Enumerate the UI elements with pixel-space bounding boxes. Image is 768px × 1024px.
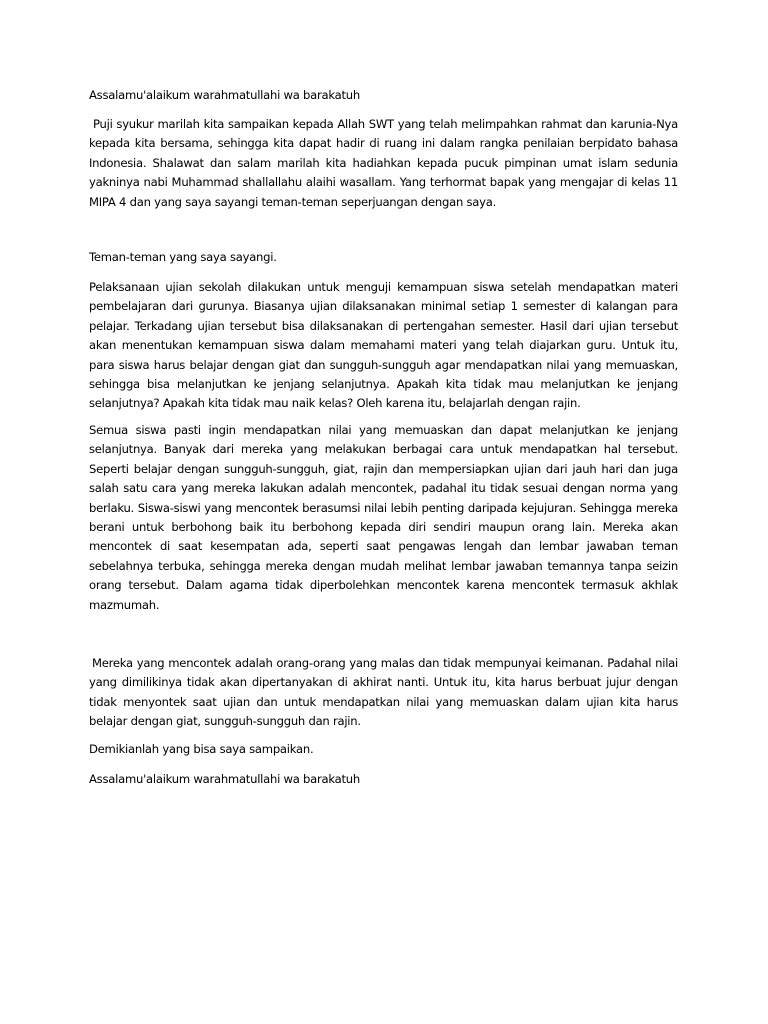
paragraph-honesty: Mereka yang mencontek adalah orang-orang yang malas dan tidak mempunyai keimanan. Padahal nilai yang dimilikinya tidak akan dipertanyakan di akhirat nanti. Untuk itu, kita harus berbuat jujur dengan tidak menyontek saat ujian dan untuk mendapatkan nilai yang memuaskan dalam ujian kita harus belajar dengan giat, sungguh-sungguh dan rajin. — [89, 656, 678, 729]
paragraph-cheating: Semua siswa pasti ingin mendapatkan nilai yang memuaskan dan dapat melanjutkan ke jenjang selanjutnya. Banyak dari mereka yang melakukan berbagai cara untuk mendapatkan hal tersebut. Seperti belajar dengan sungguh-sungguh, giat, rajin dan mempersiapkan ujian dari jauh hari dan juga salah satu cara yang mereka lakukan adalah mencontek, padahal itu tidak sesuai dengan norma yang berlaku. Siswa-siswi yang mencontek berasumsi nilai lebih penting daripada kejujuran. Sehingga mereka berani untuk berbohong baik itu berbohong kepada diri sendiri maupun orang lain. Mereka akan mencontek di saat kesempatan ada, seperti saat pengawas lengah dan lembar jawaban teman sebelahnya terbuka, sehingga mereka dengan mudah melihat lembar jawaban temannya tanpa seizin orang tersebut. Dalam agama tidak diperbolehkan mencontek karena mencontek termasuk akhlak mazmumah. — [89, 423, 678, 612]
opening-greeting: Assalamu'alaikum warahmatullahi wa barakatuh — [89, 88, 360, 102]
paragraph-exams: Pelaksanaan ujian sekolah dilakukan untuk menguji kemampuan siswa setelah mendapatkan materi pembelajaran dari gurunya. Biasanya ujian dilaksanakan minimal setiap 1 semester di kalangan para pelajar. Terkadang ujian tersebut bisa dilaksanakan di pertengahan semester. Hasil dari ujian tersebut akan menentukan kemampuan siswa dalam memahami materi yang telah diajarkan guru. Untuk itu, para siswa harus belajar dengan giat dan sungguh-sungguh agar mendapatkan nilai yang memuaskan, sehingga bisa melanjutkan ke jenjang selanjutnya. Apakah kita tidak mau melanjutkan ke jenjang selanjutnya? Apakah kita tidak mau naik kelas? Oleh karena itu, belajarlah dengan rajin. — [89, 280, 678, 411]
closing-line: Demikianlah yang bisa saya sampaikan. — [89, 742, 314, 756]
address-line: Teman-teman yang saya sayangi. — [89, 250, 277, 264]
paragraph-opening: Puji syukur marilah kita sampaikan kepada Allah SWT yang telah melimpahkan rahmat dan karunia-Nya kepada kita bersama, sehingga kita dapat hadir di ruang ini dalam rangka penilaian berpidato bahasa Indonesia. Shalawat dan salam marilah kita hadiahkan kepada pucuk pimpinan umat islam sedunia yakninya nabi Muhammad shallallahu alaihi wasallam. Yang terhormat bapak yang mengajar di kelas 11 MIPA 4 dan yang saya sayangi teman-teman seperjuangan dengan saya. — [89, 117, 678, 209]
closing-greeting: Assalamu'alaikum warahmatullahi wa barakatuh — [89, 772, 360, 786]
